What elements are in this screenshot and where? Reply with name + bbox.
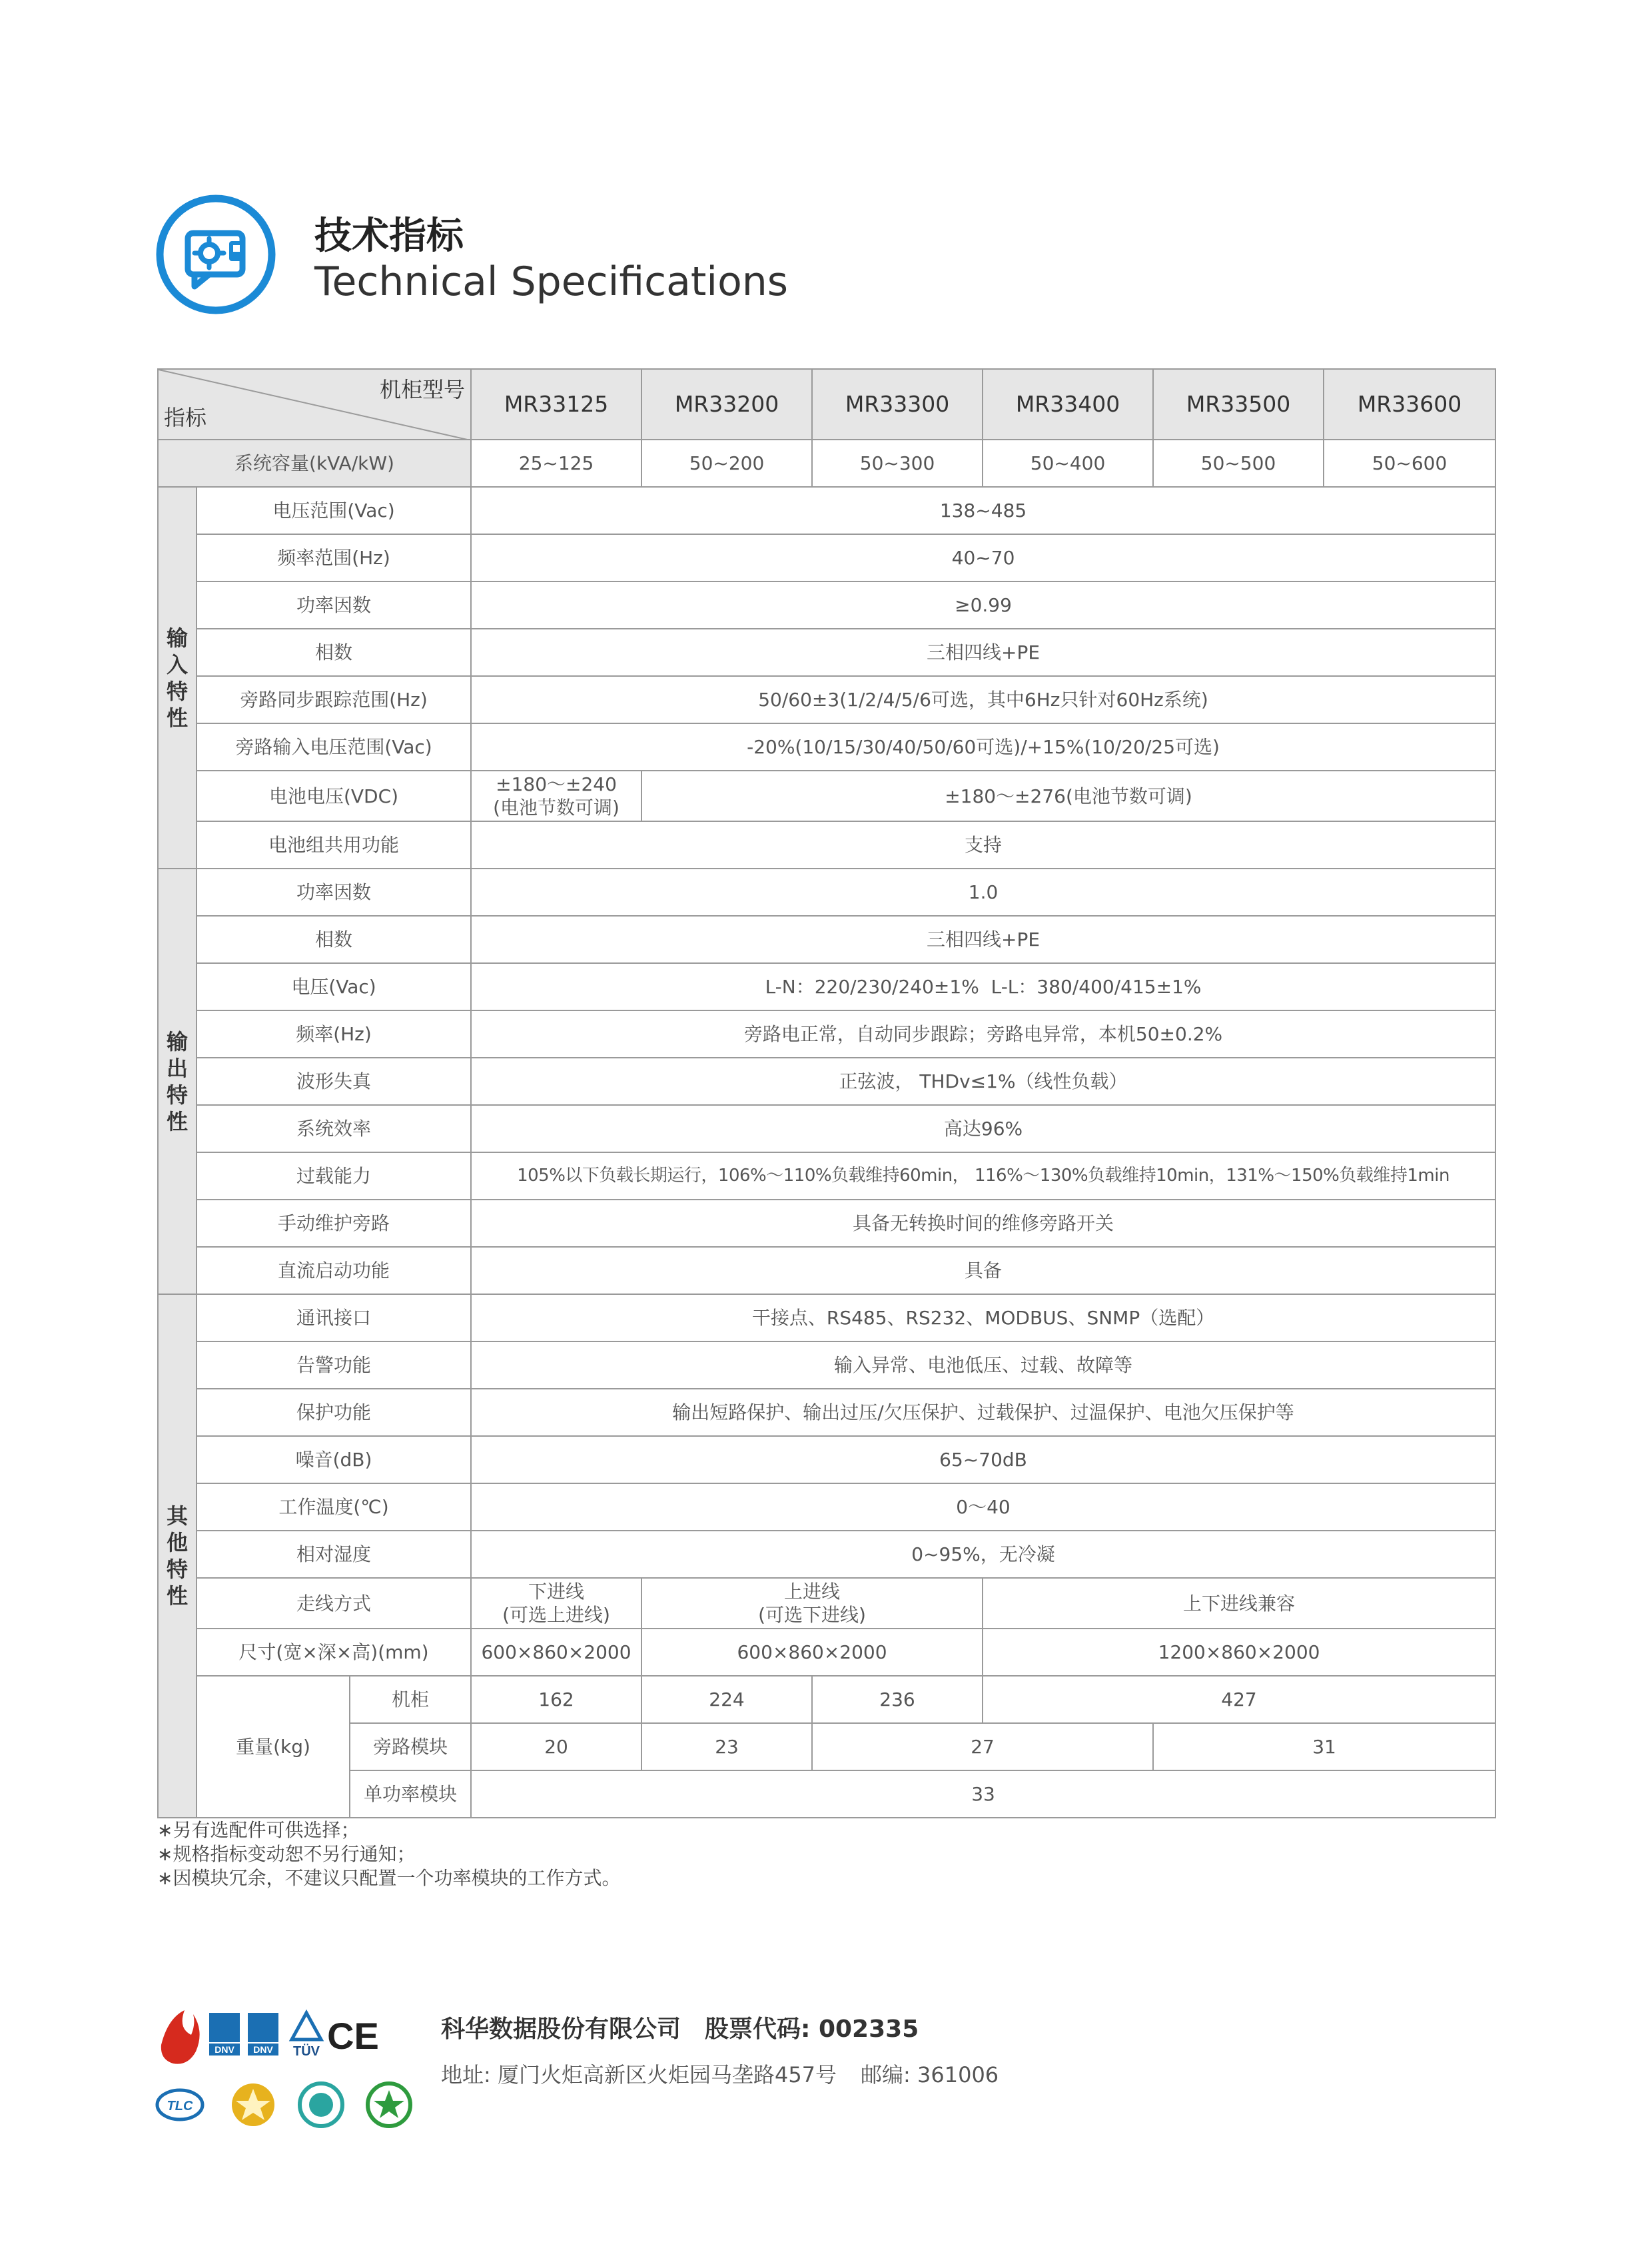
row-label: 重量(kg) <box>197 1676 350 1818</box>
row-label: 直流启动功能 <box>197 1247 471 1294</box>
row-label: 走线方式 <box>197 1578 471 1629</box>
cell-value: 427 <box>983 1676 1495 1723</box>
table-row <box>158 487 1495 534</box>
row-label: 尺寸(宽×深×高)(mm) <box>197 1629 471 1676</box>
table-row <box>158 1294 1495 1341</box>
cell-value: 0～40 <box>471 1483 1495 1531</box>
row-label: 相对湿度 <box>197 1531 471 1578</box>
table-row <box>158 581 1495 629</box>
table-row <box>158 771 1495 821</box>
green-certification-logo-icon <box>368 2083 410 2126</box>
cell-value: 旁路电正常，自动同步跟踪；旁路电异常，本机50±0.2% <box>471 1010 1495 1058</box>
table-row <box>158 821 1495 869</box>
award-star-logo-icon <box>232 2083 274 2126</box>
table-row <box>158 1010 1495 1058</box>
svg-text:CE: CE <box>327 2015 379 2057</box>
cell-value: 105%以下负载长期运行，106%～110%负载维持60min， 116%～130%负载维持10min，131%～150%负载维持1min <box>471 1152 1495 1200</box>
cell-value: ≥0.99 <box>471 581 1495 629</box>
footnote: ∗规格指标变动恕不另行通知； <box>157 1843 416 1865</box>
group-label-other: 其他特性 <box>158 1294 197 1818</box>
group-label-output: 输出特性 <box>158 869 197 1294</box>
cell-line: (可选下进线) <box>758 1604 866 1626</box>
cell-value: 具备 <box>471 1247 1495 1294</box>
table-row <box>158 916 1495 963</box>
cell-value: 输入异常、电池低压、过载、故障等 <box>471 1341 1495 1389</box>
flame-logo-icon <box>161 2010 200 2064</box>
cell-value: 具备无转换时间的维修旁路开关 <box>471 1200 1495 1247</box>
cell-value: 1.0 <box>471 869 1495 916</box>
table-row <box>158 1152 1495 1200</box>
row-label: 电压(Vac) <box>197 963 471 1010</box>
cell-value <box>471 1578 641 1629</box>
row-label: 噪音(dB) <box>197 1436 471 1483</box>
svg-text:DNV: DNV <box>253 2044 273 2055</box>
cell-line: (可选上进线) <box>502 1604 610 1626</box>
table-row <box>158 1578 1495 1629</box>
row-label: 相数 <box>197 629 471 676</box>
stock-code: 股票代码: 002335 <box>705 2016 919 2043</box>
model-header: MR33125 <box>471 369 641 440</box>
row-label: 告警功能 <box>197 1341 471 1389</box>
sub-row-label: 旁路模块 <box>350 1723 471 1770</box>
company-line <box>441 2010 919 2044</box>
cell-value: 236 <box>812 1676 983 1723</box>
table-row <box>158 440 1495 487</box>
cell-value: 27 <box>812 1723 1153 1770</box>
cell-value <box>641 1578 983 1629</box>
table-row <box>158 1483 1495 1531</box>
row-label: 频率范围(Hz) <box>197 534 471 581</box>
corner-header-cell <box>158 369 471 440</box>
cell-value: 50~400 <box>983 440 1153 487</box>
row-label: 旁路同步跟踪范围(Hz) <box>197 676 471 723</box>
table-row <box>158 1200 1495 1247</box>
model-header: MR33400 <box>983 369 1153 440</box>
cell-value: L-N：220/230/240±1% L-L：380/400/415±1% <box>471 963 1495 1010</box>
table-row <box>158 869 1495 916</box>
cell-value: 1200×860×2000 <box>983 1629 1495 1676</box>
ce-logo-icon <box>327 2015 379 2057</box>
table-row <box>158 629 1495 676</box>
cell-value: 65~70dB <box>471 1436 1495 1483</box>
model-header: MR33600 <box>1324 369 1495 440</box>
company-address: 地址: 厦门火炬高新区火炬园马垄路457号 <box>441 2062 837 2087</box>
table-row <box>158 534 1495 581</box>
cell-value: 50~200 <box>641 440 812 487</box>
cell-line: (电池节数可调) <box>493 797 620 819</box>
cell-value <box>471 771 641 821</box>
table-row <box>158 1770 1495 1818</box>
row-label: 保护功能 <box>197 1389 471 1436</box>
cell-value: 600×860×2000 <box>641 1629 983 1676</box>
row-label: 旁路输入电压范围(Vac) <box>197 723 471 771</box>
svg-text:TLC: TLC <box>167 2099 193 2113</box>
row-label: 相数 <box>197 916 471 963</box>
certification-logos <box>155 2005 428 2131</box>
cell-value: 25~125 <box>471 440 641 487</box>
cell-value: 50~300 <box>812 440 983 487</box>
cell-value: 20 <box>471 1723 641 1770</box>
quality-seal-logo-icon <box>300 2083 342 2126</box>
cell-value: 输出短路保护、输出过压/欠压保护、过载保护、过温保护、电池欠压保护等 <box>471 1389 1495 1436</box>
company-name: 科华数据股份有限公司 <box>441 2016 681 2043</box>
cell-value: 50~500 <box>1153 440 1324 487</box>
model-header: MR33200 <box>641 369 812 440</box>
row-label: 通讯接口 <box>197 1294 471 1341</box>
table-row <box>158 1247 1495 1294</box>
model-header: MR33500 <box>1153 369 1324 440</box>
cell-value: 三相四线+PE <box>471 916 1495 963</box>
table-row <box>158 1629 1495 1676</box>
svg-text:DNV: DNV <box>214 2044 234 2055</box>
cell-value: 600×860×2000 <box>471 1629 641 1676</box>
cell-value: ±180～±276(电池节数可调) <box>641 771 1495 821</box>
sub-row-label: 机柜 <box>350 1676 471 1723</box>
cell-value: 50~600 <box>1324 440 1495 487</box>
cell-line: 上进线 <box>784 1581 841 1603</box>
group-label-input: 输入特性 <box>158 487 197 869</box>
page-title-zh: 技术指标 <box>314 214 464 258</box>
postcode: 邮编: 361006 <box>861 2062 999 2087</box>
model-header: MR33300 <box>812 369 983 440</box>
table-row <box>158 676 1495 723</box>
table-row <box>158 1723 1495 1770</box>
row-label: 电池电压(VDC) <box>197 771 471 821</box>
footnote: ∗另有选配件可供选择； <box>157 1819 360 1841</box>
row-label: 系统效率 <box>197 1105 471 1152</box>
cell-value: 138~485 <box>471 487 1495 534</box>
sub-row-label: 单功率模块 <box>350 1770 471 1818</box>
table-row <box>158 1436 1495 1483</box>
table-row <box>158 1676 1495 1723</box>
row-label: 频率(Hz) <box>197 1010 471 1058</box>
cell-value: 三相四线+PE <box>471 629 1495 676</box>
cell-value: 23 <box>641 1723 812 1770</box>
table-row <box>158 1389 1495 1436</box>
table-header-row <box>158 369 1495 440</box>
cell-line: ±180～±240 <box>496 773 617 795</box>
table-row <box>158 1058 1495 1105</box>
spec-table <box>157 368 1496 1818</box>
cell-value: 31 <box>1153 1723 1495 1770</box>
dnv-logo-icon <box>209 2013 240 2055</box>
table-row <box>158 1341 1495 1389</box>
tlc-logo-icon <box>157 2090 203 2119</box>
address-line <box>441 2058 999 2089</box>
cell-value: 40~70 <box>471 534 1495 581</box>
page-title-en: Technical Specifications <box>314 258 789 305</box>
table-row <box>158 963 1495 1010</box>
cell-value: 支持 <box>471 821 1495 869</box>
footnotes <box>157 1818 620 1890</box>
cell-value: 33 <box>471 1770 1495 1818</box>
table-row <box>158 1531 1495 1578</box>
table-row <box>158 723 1495 771</box>
cell-value: 高达96% <box>471 1105 1495 1152</box>
row-label: 工作温度(℃) <box>197 1483 471 1531</box>
cell-value: 正弦波， THDv≤1%（线性负载） <box>471 1058 1495 1105</box>
dnv-logo-icon <box>248 2013 278 2055</box>
cell-value: -20%(10/15/30/40/50/60可选)/+15%(10/20/25可选) <box>471 723 1495 771</box>
row-label: 电池组共用功能 <box>197 821 471 869</box>
row-label: 系统容量(kVA/kW) <box>158 440 471 487</box>
row-label: 电压范围(Vac) <box>197 487 471 534</box>
cell-line: 下进线 <box>528 1581 585 1603</box>
cell-value: 干接点、RS485、RS232、MODBUS、SNMP（选配） <box>471 1294 1495 1341</box>
svg-text:TÜV: TÜV <box>293 2044 320 2059</box>
cell-value: 224 <box>641 1676 812 1723</box>
corner-model-label: 机柜型号 <box>380 377 466 402</box>
row-label: 波形失真 <box>197 1058 471 1105</box>
cell-value: 162 <box>471 1676 641 1723</box>
footnote: ∗因模块冗余，不建议只配置一个功率模块的工作方式。 <box>157 1867 621 1889</box>
tuv-logo-icon <box>292 2013 321 2059</box>
row-label: 手动维护旁路 <box>197 1200 471 1247</box>
cell-value: 0~95%，无冷凝 <box>471 1531 1495 1578</box>
row-label: 过载能力 <box>197 1152 471 1200</box>
cell-value: 50/60±3(1/2/4/5/6可选，其中6Hz只针对60Hz系统) <box>471 676 1495 723</box>
corner-spec-label: 指标 <box>164 405 207 430</box>
table-row <box>158 1105 1495 1152</box>
settings-monitor-icon <box>155 193 277 316</box>
row-label: 功率因数 <box>197 869 471 916</box>
row-label: 功率因数 <box>197 581 471 629</box>
cell-value: 上下进线兼容 <box>983 1578 1495 1629</box>
